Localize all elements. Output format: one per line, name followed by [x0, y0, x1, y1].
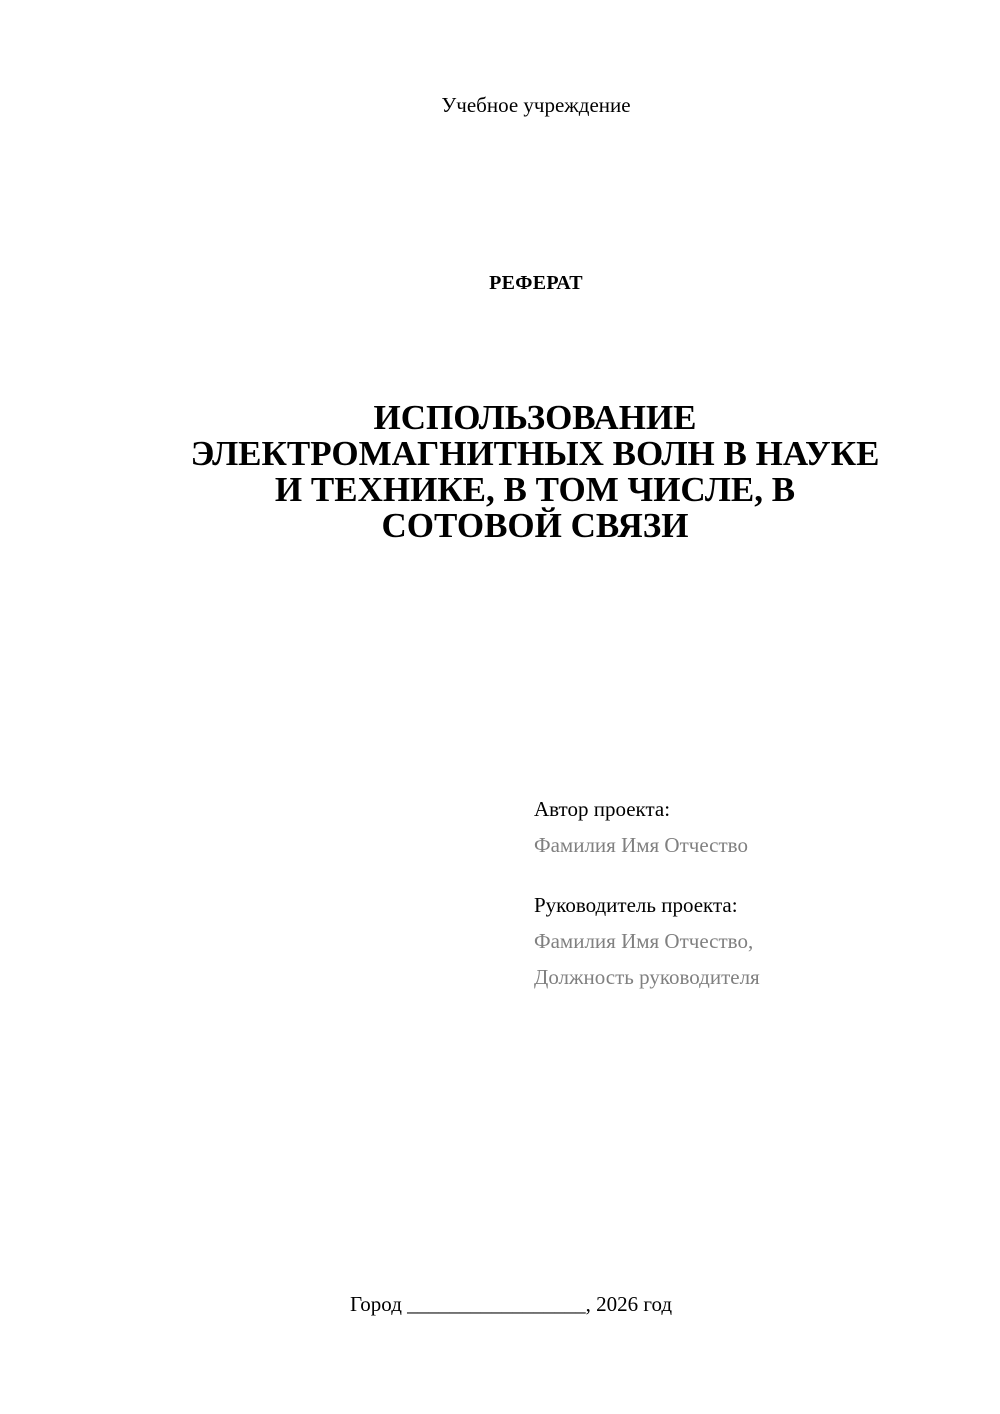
city-year-line: Город _________________, 2026 год	[350, 1292, 673, 1316]
credits-block	[534, 791, 760, 1019]
title-line: И ТЕХНИКЕ, В ТОМ ЧИСЛЕ, В	[274, 470, 796, 509]
document-title	[130, 400, 940, 544]
author-name: Фамилия Имя Отчество	[534, 833, 748, 857]
supervisor-label: Руководитель проекта:	[534, 893, 738, 917]
supervisor-section	[534, 887, 760, 995]
title-line: ЭЛЕКТРОМАГНИТНЫХ ВОЛН В НАУКЕ	[190, 434, 880, 473]
document-type: РЕФЕРАТ	[489, 272, 583, 294]
supervisor-position: Должность руководителя	[534, 965, 760, 989]
author-section	[534, 791, 760, 863]
supervisor-name: Фамилия Имя Отчество,	[534, 929, 754, 953]
title-line: СОТОВОЙ СВЯЗИ	[381, 506, 689, 545]
title-line: ИСПОЛЬЗОВАНИЕ	[373, 398, 697, 437]
author-label: Автор проекта:	[534, 797, 671, 821]
institution-name: Учебное учреждение	[441, 93, 631, 117]
